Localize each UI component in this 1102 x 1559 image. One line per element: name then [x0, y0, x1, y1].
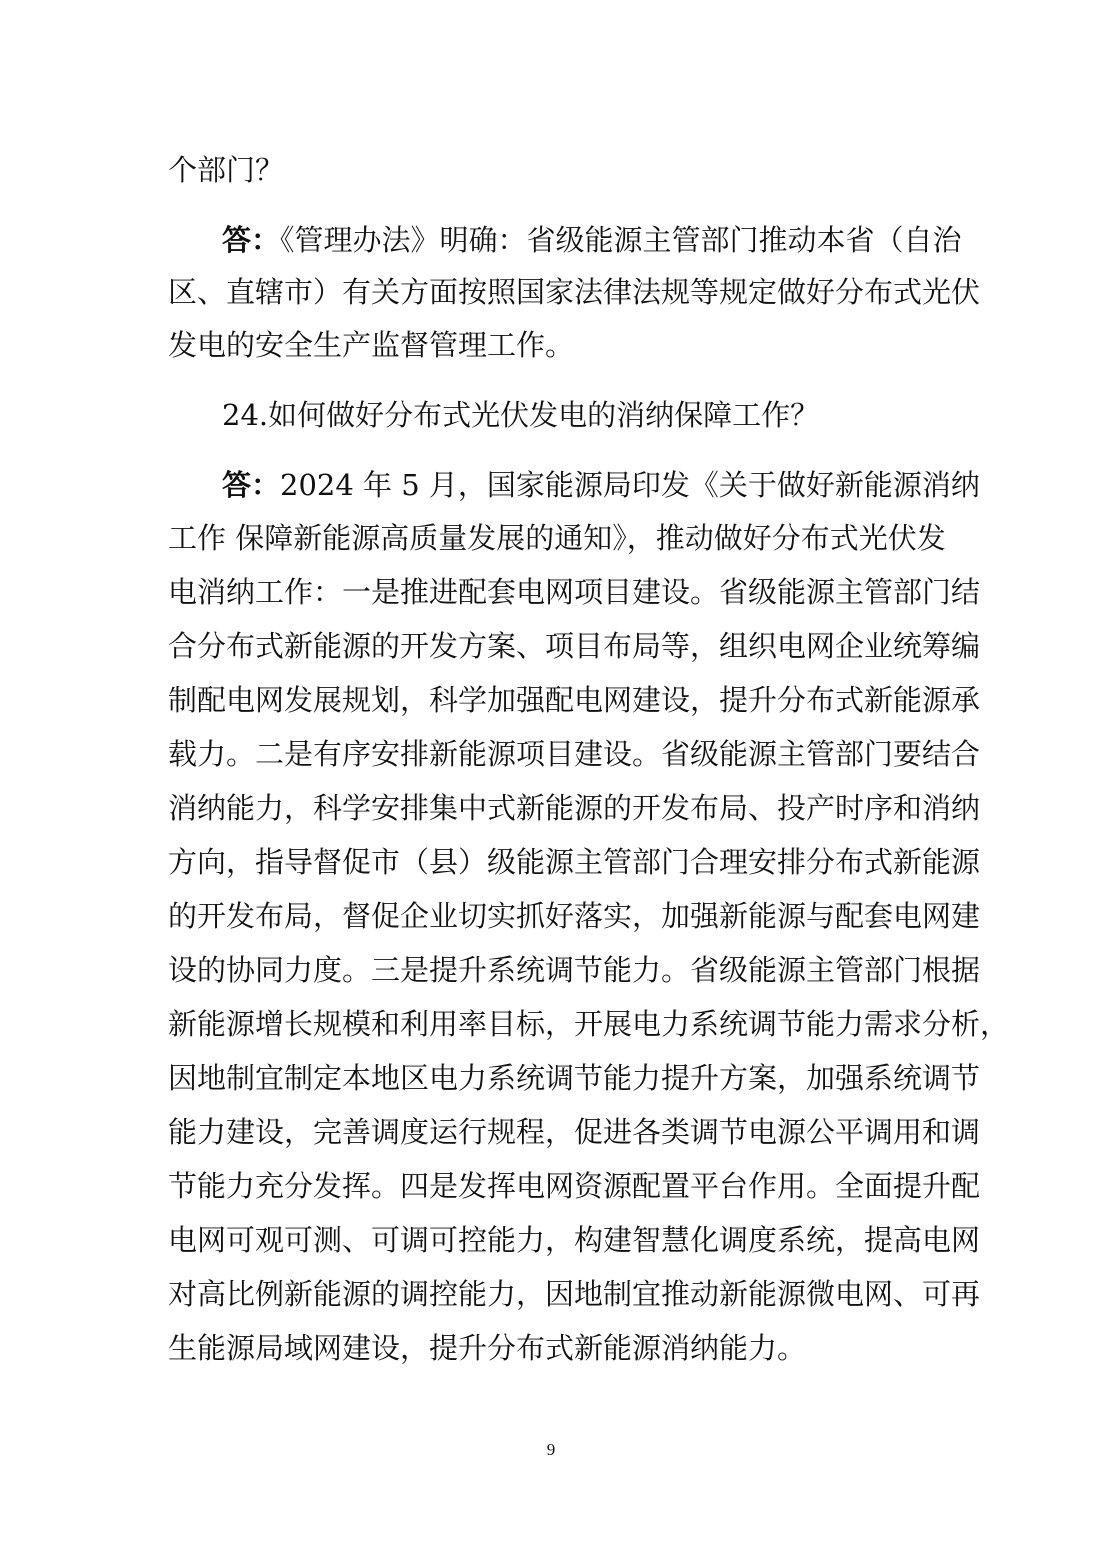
- answer-24-line-10: 设的协同力度。三是提升系统调节能力。省级能源主管部门根据: [168, 953, 981, 987]
- answer-24-line-5: 制配电网发展规划，科学加强配电网建设，提升分布式新能源承: [168, 683, 981, 717]
- answer-24-line-8: 方向，指导督促市（县）级能源主管部门合理安排分布式新能源: [168, 845, 981, 879]
- answer-label: 答：: [222, 468, 281, 502]
- text: 2024 年 5 月，国家能源局印发《关于做好新能源消纳: [280, 468, 980, 502]
- text: 个部门？: [168, 153, 285, 187]
- answer-24-line-7: 消纳能力，科学安排集中式新能源的开发布局、投产时序和消纳: [168, 791, 981, 825]
- answer-23-line-1: [222, 220, 962, 260]
- answer-24-line-4: 合分布式新能源的开发方案、项目布局等，组织电网企业统筹编: [168, 629, 981, 663]
- answer-23-line-3: 发电的安全生产监督管理工作。: [168, 328, 575, 362]
- answer-24-line-6: 载力。二是有序安排新能源项目建设。省级能源主管部门要结合: [168, 737, 981, 771]
- answer-24-line-11: 新能源增长规模和利用率目标，开展电力系统调节能力需求分析，: [168, 1007, 1010, 1041]
- answer-24-line-13: 能力建设，完善调度运行规程，促进各类调节电源公平调用和调: [168, 1115, 981, 1149]
- answer-24-line-2: 工作 保障新能源高质量发展的通知》，推动做好分布式光伏发: [168, 521, 946, 555]
- answer-24-line-1: [222, 465, 980, 505]
- text: 《管理办法》明确：省级能源主管部门推动本省（自治: [280, 223, 962, 257]
- question-24-heading: 24.如何做好分布式光伏发电的消纳保障工作？: [222, 398, 820, 432]
- answer-label: 答：: [222, 223, 281, 257]
- text-line-1: [168, 150, 936, 190]
- answer-24-line-17: 生能源局域网建设，提升分布式新能源消纳能力。: [168, 1331, 807, 1365]
- answer-24-line-15: 电网可观可测、可调可控能力，构建智慧化调度系统，提高电网: [168, 1223, 981, 1257]
- answer-24-line-16: 对高比例新能源的调控能力，因地制宜推动新能源微电网、可再: [168, 1277, 981, 1311]
- answer-24-line-3: 电消纳工作：一是推进配套电网项目建设。省级能源主管部门结: [168, 575, 981, 609]
- answer-24-line-12: 因地制宜制定本地区电力系统调节能力提升方案，加强系统调节: [168, 1061, 981, 1095]
- answer-24-line-9: 的开发布局，督促企业切实抓好落实，加强新能源与配套电网建: [168, 899, 981, 933]
- answer-24-line-14: 节能力充分发挥。四是发挥电网资源配置平台作用。全面提升配: [168, 1169, 981, 1203]
- answer-23-line-2: 区、直辖市）有关方面按照国家法律法规等规定做好分布式光伏: [168, 275, 981, 309]
- page-number: 9: [546, 1440, 556, 1459]
